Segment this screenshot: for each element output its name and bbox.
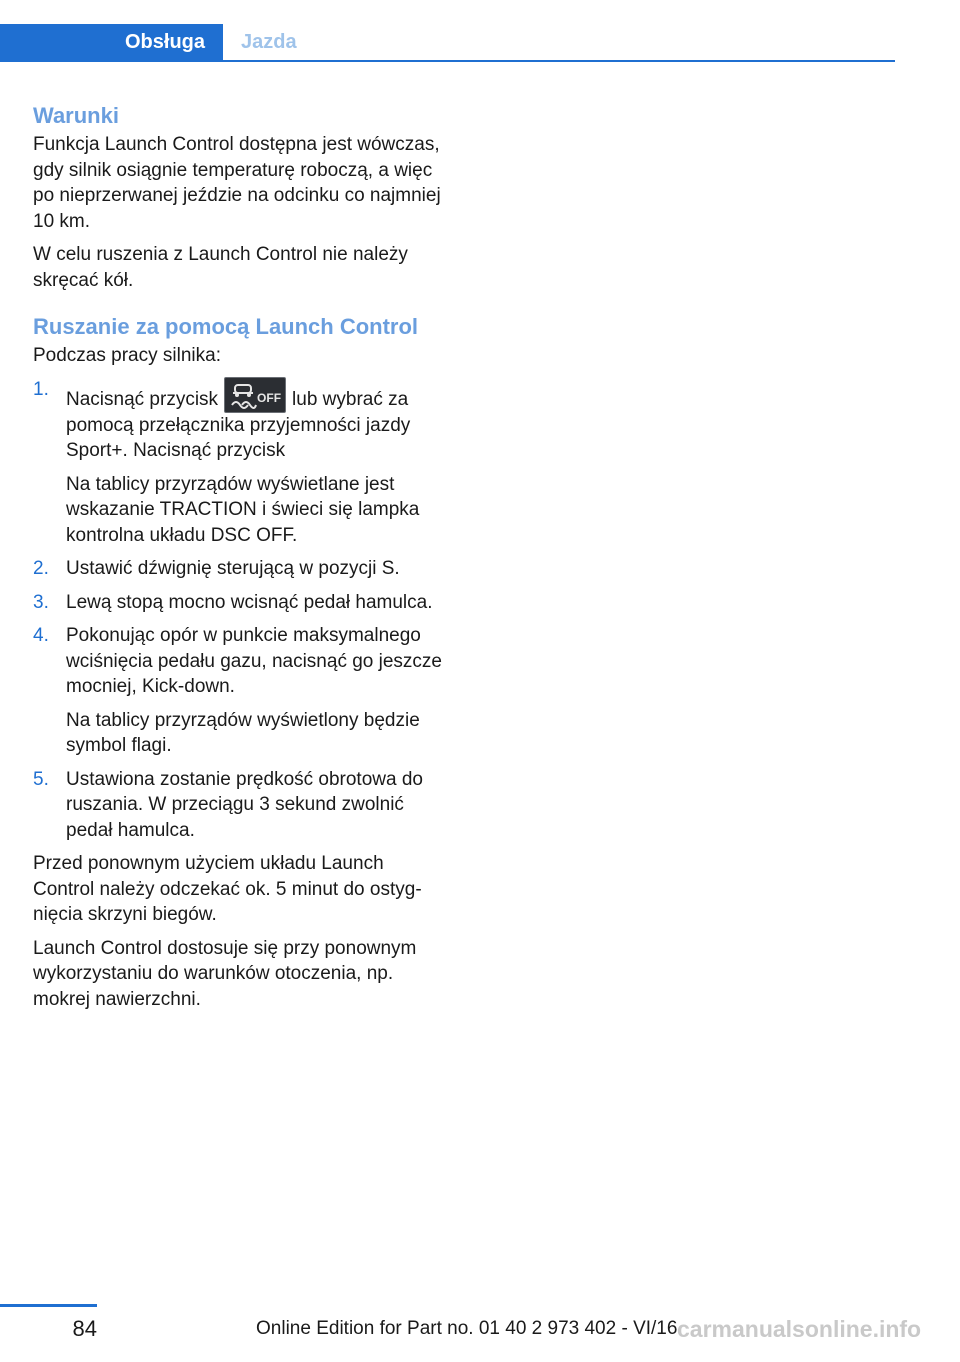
list-item xyxy=(33,377,445,549)
icon-off-label: OFF xyxy=(257,390,282,405)
step-number: 3. xyxy=(33,591,49,613)
step-number: 1. xyxy=(33,378,49,400)
step-number: 4. xyxy=(33,625,49,646)
paragraph: Funkcja Launch Control dostępna jest wówczas, gdy silnik osiągnie temperaturę roboczą, a więc po nieprzerwanej jeździe na odcinku co najmniej 10 km. xyxy=(33,134,441,232)
paragraph: Przed ponownym użyciem układu Launch Control należy odczekać ok. 5 minut do ostygnięcia skrzyni biegów. xyxy=(33,853,422,925)
list-item xyxy=(33,623,445,759)
list-item xyxy=(33,590,445,616)
page-number: 84 xyxy=(72,1316,97,1341)
step-text: Pokonując opór w punkcie maksymalnego wciśnięcia pedału gazu, nacisnąć go jeszcze mocniej, Kick-down. xyxy=(66,625,442,697)
step-text: Lewą stopą mocno wcisnąć pedał hamulca. xyxy=(66,591,433,613)
step-subtext: Na tablicy przyrządów wyświetlony będzie symbol flagi. xyxy=(66,709,420,756)
list-item xyxy=(33,556,445,582)
steps-list xyxy=(33,377,445,844)
main-content xyxy=(33,102,445,1020)
paragraph: Launch Control dostosuje się przy ponownym wykorzystaniu do warunków otoczenia, np. mokrej nawierzchni. xyxy=(33,937,417,1010)
section-title-warunki: Warunki xyxy=(33,103,119,128)
watermark: carmanualsonline.info xyxy=(677,1316,922,1342)
tab-jazda[interactable]: Jazda xyxy=(241,31,297,53)
step-number: 5. xyxy=(33,768,49,790)
edition-text: Online Edition for Part no. 01 40 2 973 402 - VI/16 xyxy=(256,1318,678,1339)
step-text: Nacisnąć przycisk xyxy=(66,388,219,410)
step-number: 2. xyxy=(33,558,49,579)
footer-divider xyxy=(0,1304,97,1307)
header-divider xyxy=(0,60,895,62)
paragraph: W celu ruszenia z Launch Control nie należy skręcać kół. xyxy=(33,244,408,291)
step-text: Ustawić dźwignię sterującą w pozycji S. xyxy=(66,558,400,579)
dsc-off-icon xyxy=(224,377,286,413)
intro-text: Podczas pracy silnika: xyxy=(33,345,221,366)
step-subtext: Na tablicy przyrządów wyświetlane jest wskazanie TRACTION i świeci się lampka kontrolna układu DSC OFF. xyxy=(66,473,420,546)
step-text: lub wybrać za pomocą przełącznika przyjemności jazdy Sport+. Nacisnąć przycisk xyxy=(66,388,411,461)
list-item xyxy=(33,767,445,844)
section-title-launch-control: Ruszanie za pomocą Launch Control xyxy=(33,314,419,339)
step-text: Ustawiona zostanie prędkość obrotowa do ruszania. W przeciągu 3 sekund zwolnić pedał hamulca. xyxy=(66,768,423,841)
tab-obsluga[interactable]: Obsługa xyxy=(0,24,223,60)
page-header xyxy=(0,24,895,62)
